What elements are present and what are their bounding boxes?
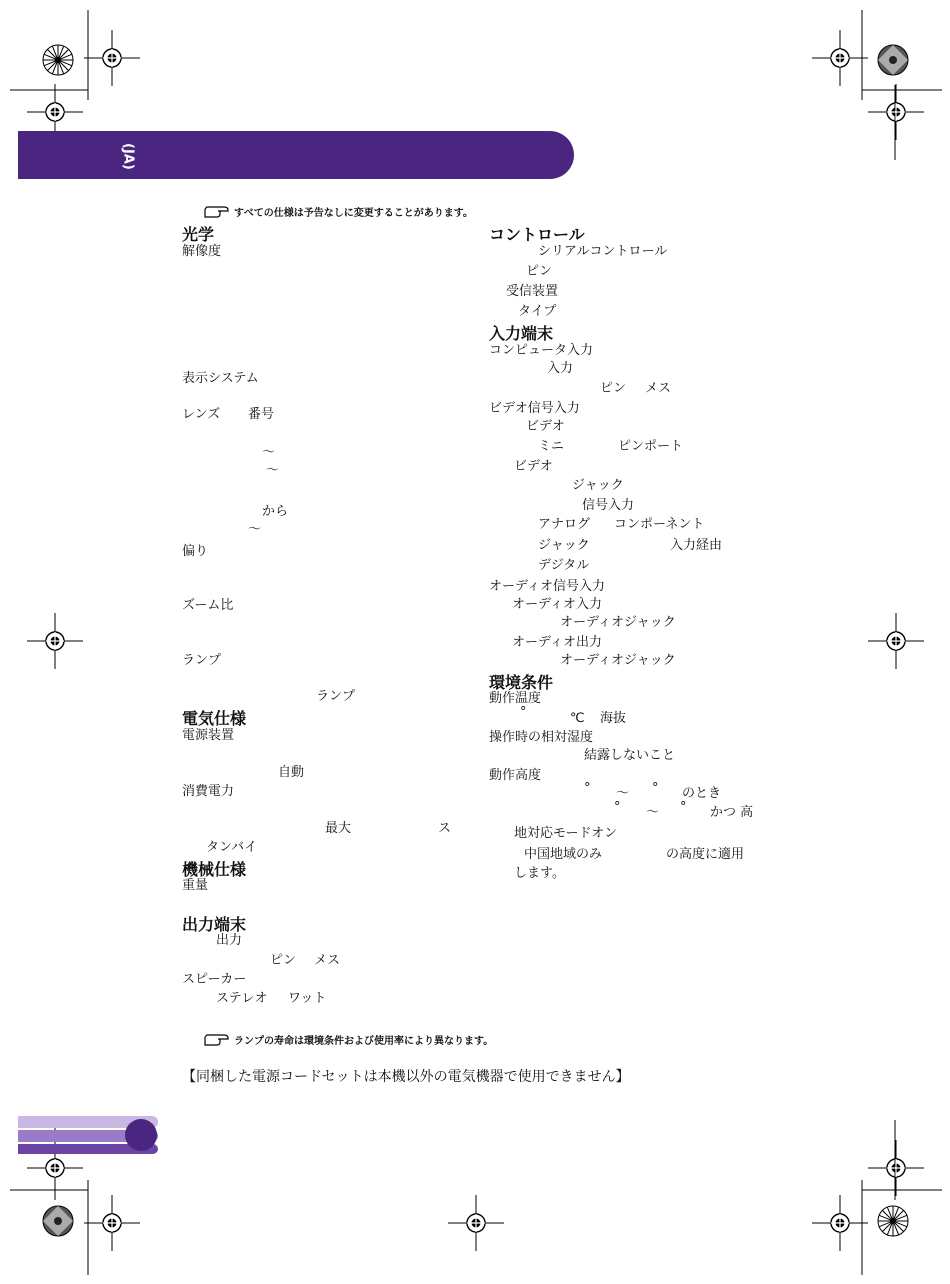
label-op-altitude: 動作高度 (489, 768, 542, 783)
label-humidity: 操作時の相対湿度 (489, 730, 594, 745)
text-audio-jack: オーディオジャック (560, 615, 676, 630)
text-analog: アナログ (538, 517, 591, 532)
text-tilde-3: ～ (248, 522, 262, 537)
text-audio-jack-2: オーディオジャック (560, 653, 676, 668)
note-top (204, 204, 473, 219)
header-band (18, 131, 574, 179)
text-digital: デジタル (538, 558, 590, 573)
text-out-pin: ピン (270, 953, 297, 968)
text-input-pin: ピン (600, 381, 627, 396)
text-standby: タンバイ (206, 840, 258, 855)
text-from: から (262, 504, 289, 519)
text-stereo: ステレオ (216, 991, 268, 1006)
heading-mechanical: 機械仕様 (182, 860, 247, 879)
text-serial-control: シリアルコントロール (538, 244, 668, 259)
power-cord-notice: 【同梱した電源コードセットは本機以外の電気機器で使用できません】 (182, 1069, 630, 1085)
text-when: のとき (682, 786, 722, 801)
label-weight: 重量 (182, 878, 209, 893)
text-via-input: 入力経由 (670, 538, 723, 553)
text-jack-2: ジャック (538, 538, 590, 553)
text-tilde-4: ～ (616, 786, 630, 801)
note-bottom-text: ランプの寿命は環境条件および使用率により異なります。 (234, 1036, 494, 1047)
text-tilde-2: ～ (266, 463, 280, 478)
text-celsius: ℃ (570, 711, 585, 726)
text-no-condensation: 結露しないこと (584, 748, 676, 763)
text-high-alt-mode: 地対応モードオン (514, 826, 618, 841)
text-degree-4: ° (614, 800, 621, 815)
text-receiver: 受信装置 (506, 284, 559, 299)
label-zoom-ratio: ズーム比 (182, 598, 234, 613)
pointing-hand-icon (204, 1034, 230, 1046)
heading-control: コントロール (489, 225, 585, 244)
text-degree-3: ° (652, 781, 659, 796)
text-and-high: かつ 高 (710, 805, 754, 820)
language-code: (JA) (120, 142, 136, 170)
text-out-female: メス (314, 953, 341, 968)
text-video-2: ビデオ (514, 459, 553, 474)
heading-optics: 光学 (182, 225, 215, 244)
text-tilde-1: ～ (262, 445, 276, 460)
text-applies: の高度に適用 (666, 847, 745, 862)
page-number-circle (125, 1119, 157, 1151)
text-input: 入力 (547, 361, 574, 376)
text-audio-out: オーディオ出力 (512, 635, 602, 650)
text-china-only: 中国地域のみ (524, 847, 603, 862)
text-jack: ジャック (572, 478, 624, 493)
label-video-signal-input: ビデオ信号入力 (489, 401, 580, 416)
heading-environment: 環境条件 (489, 673, 554, 692)
text-max: 最大 (325, 821, 352, 836)
label-consumption: 消費電力 (182, 784, 235, 799)
text-audio-in: オーディオ入力 (512, 597, 602, 612)
text-su: ス (438, 821, 452, 836)
text-pin-port: ピンポート (618, 439, 684, 454)
text-degree-5: ° (680, 800, 687, 815)
text-lamp-2: ランプ (316, 689, 356, 704)
text-type: タイプ (518, 304, 557, 319)
text-watt: ワット (288, 991, 327, 1006)
text-auto: 自動 (278, 765, 305, 780)
label-speaker: スピーカー (182, 972, 247, 987)
text-mini: ミニ (538, 439, 565, 454)
label-lens: レンズ (182, 407, 221, 422)
label-computer-input: コンピュータ入力 (489, 343, 594, 358)
label-lamp: ランプ (182, 653, 222, 668)
text-degree-2: ° (584, 781, 591, 796)
text-input-female: メス (645, 381, 672, 396)
text-out: 出力 (216, 933, 243, 948)
text-shimasu: します。 (514, 866, 565, 881)
label-audio-signal-input: オーディオ信号入力 (489, 579, 605, 594)
note-bottom (204, 1032, 493, 1047)
text-degree-1: ° (520, 705, 527, 720)
text-component: コンポーネント (614, 517, 705, 532)
label-display-system: 表示システム (182, 371, 259, 386)
text-signal-input: 信号入力 (582, 498, 635, 513)
label-power-supply: 電源装置 (182, 728, 235, 743)
text-tilde-5: ～ (646, 805, 660, 820)
pointing-hand-icon (204, 206, 230, 218)
label-resolution: 解像度 (182, 244, 222, 259)
text-altitude: 海抜 (600, 711, 627, 726)
heading-output: 出力端末 (182, 915, 247, 934)
text-video: ビデオ (526, 419, 565, 434)
label-op-temp: 動作温度 (489, 691, 542, 706)
label-lens-number: 番号 (248, 407, 275, 422)
text-control-pin: ピン (526, 264, 553, 279)
note-top-text: すべての仕様は予告なしに変更することがあります。 (234, 208, 473, 219)
label-offset: 偏り (182, 544, 209, 559)
heading-electrical: 電気仕様 (182, 709, 247, 728)
heading-input: 入力端末 (489, 324, 554, 343)
